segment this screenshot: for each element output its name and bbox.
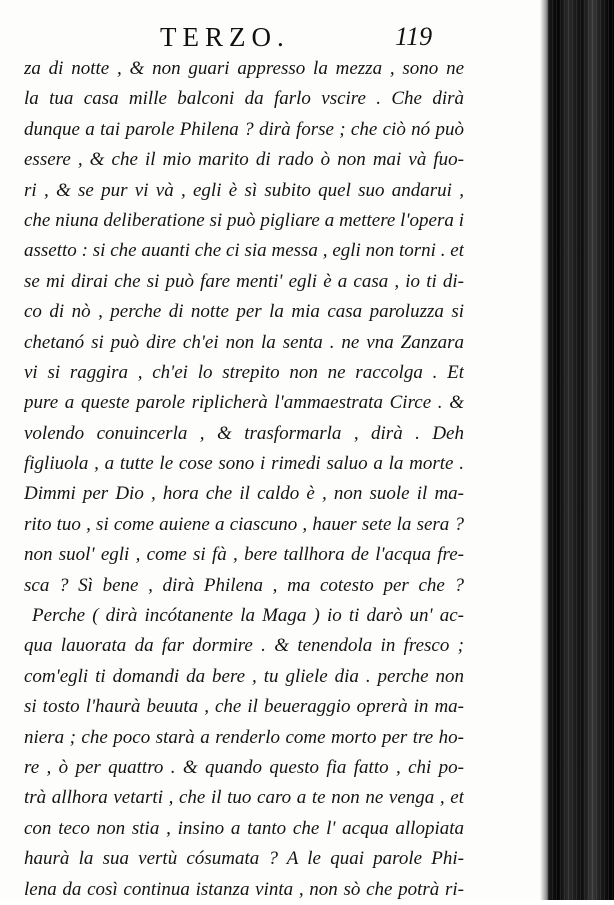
text-line: che niuna deliberatione si può pigliare a mettere l'opera i	[24, 209, 464, 231]
text-line: trà allhora vetarti , che il tuo caro a te non ne venga , et	[24, 787, 464, 809]
text-line: vi si raggira , ch'ei lo strepito non ne raccolga . Et	[24, 361, 464, 383]
text-line: rito tuo , si come auiene a ciascuno , hauer sete la sera ?	[24, 513, 464, 535]
text-line: haurà la sua vertù cósumata ? A le quai parole Phi-	[24, 848, 464, 870]
text-line: niera ; che poco starà a renderlo come morto per tre ho-	[24, 726, 464, 748]
text-line: sca ? Sì bene , dirà Philena , ma cotesto per che ?	[24, 574, 464, 596]
text-line: volendo conuincerla , & trasformarla , dirà . Deh	[24, 422, 464, 444]
text-line: za di notte , & non guari appresso la mezza , sono ne	[24, 58, 464, 79]
text-line: ri , & se pur vi và , egli è sì subito quel suo andarui ,	[24, 179, 464, 201]
text-line: se mi dirai che si può fare menti' egli è a casa , io ti di-	[24, 270, 464, 292]
text-line: la tua casa mille balconi da farlo vscire . Che dirà	[24, 88, 464, 110]
text-line: si tosto l'haurà beuuta , che il beueraggio oprerà in ma-	[24, 696, 464, 718]
text-line: con teco non stia , insino a tanto che l' acqua allopiata	[24, 817, 464, 839]
text-line: assetto : si che auanti che ci sia messa , egli non torni . et	[24, 240, 464, 262]
text-line: re , ò per quattro . & quando questo fia fatto , chi po-	[24, 756, 464, 778]
text-line: Dimmi per Dio , hora che il caldo è , non suole il ma-	[24, 483, 464, 505]
text-line: lena da così continua istanza vinta , non sò che potrà ri-	[24, 878, 464, 900]
text-line: figliuola , a tutte le cose sono i rimedi saluo a la morte .	[24, 453, 464, 475]
text-line: co di nò , perche di notte per la mia casa paroluzza si	[24, 301, 464, 323]
page-header	[60, 22, 480, 56]
body-text	[24, 54, 464, 905]
text-line: Perche ( dirà incótanente la Maga ) io ti darò un' ac-	[32, 605, 464, 627]
text-line: chetanó si può dire ch'ei non la senta . ne vna Zanzara	[24, 331, 464, 353]
text-line: com'egli ti domandi da bere , tu gliele dia . perche non	[24, 665, 464, 687]
text-line: pure a queste parole riplicherà l'ammaestrata Circe . &	[24, 392, 464, 414]
running-head: TERZO.	[160, 22, 290, 52]
page-number: 119	[395, 22, 433, 51]
book-spine	[548, 0, 614, 900]
text-line: dunque a tai parole Philena ? dirà forse ; che ciò nó può	[24, 118, 464, 140]
text-line: essere , & che il mio marito di rado ò non mai và fuo-	[24, 149, 464, 171]
text-line: non suol' egli , come si fà , bere tallhora de l'acqua fre-	[24, 544, 464, 566]
text-line: qua lauorata da far dormire . & tenendola in fresco ;	[24, 635, 464, 657]
